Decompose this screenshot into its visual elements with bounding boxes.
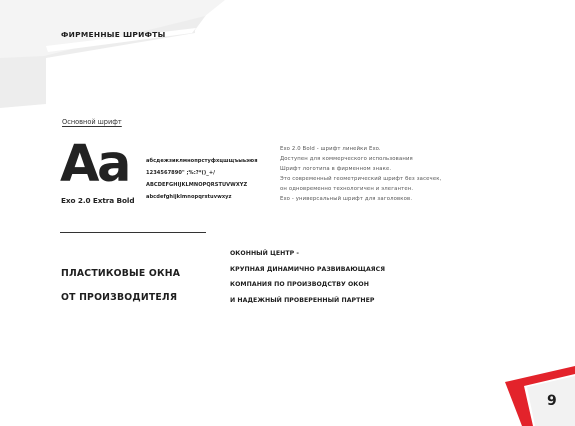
page-number: 9 [547,393,557,409]
divider [60,232,206,233]
tagline-line: КРУПНАЯ ДИНАМИЧНО РАЗВИВАЮЩАЯСЯ [230,266,386,273]
page-title: ФИРМЕННЫЕ ШРИФТЫ [61,30,166,39]
font-description-line: Exo - универсальный шрифт для заголовков. [280,196,413,202]
slogan-line-1: ПЛАСТИКОВЫЕ ОКНА [61,268,181,279]
slogan-line-2: ОТ ПРОИЗВОДИТЕЛЯ [61,292,178,303]
font-description-line: он одновременно технологичен и элегантен. [280,186,414,192]
glyphs-cyrillic-lower: абсдежзиклмнопрстуфхцшщъыьэюя [146,158,258,164]
section-label: Основной шрифт [62,118,122,126]
font-description-line: Exo 2.0 Bold - шрифт линейки Exo. [280,146,381,152]
tagline-line: КОМПАНИЯ ПО ПРОИЗВОДСТВУ ОКОН [230,281,369,288]
font-specimen: Aa [60,135,129,194]
glyphs-latin-upper: ABCDEFGHIJKLMNOPQRSTUVWXYZ [146,182,248,188]
glyphs-latin-lower: abcdefghijklmnopqrstuvwxyz [146,194,232,200]
corner-accent-icon [505,366,575,426]
tagline-line: И НАДЕЖНЫЙ ПРОВЕРЕННЫЙ ПАРТНЕР [230,297,375,304]
font-name: Exo 2.0 Extra Bold [61,196,135,205]
glyphs-digits-symbols: 1234567890" ;%:?*()_+/ [146,170,216,176]
tagline-line: ОКОННЫЙ ЦЕНТР - [230,250,300,257]
font-description-line: Доступен для коммерческого использования [280,156,413,162]
font-description-line: Это современный геометрический шрифт без засечек, [280,176,442,182]
font-description-line: Шрифт логотипа в фирменном знаке. [280,166,392,172]
